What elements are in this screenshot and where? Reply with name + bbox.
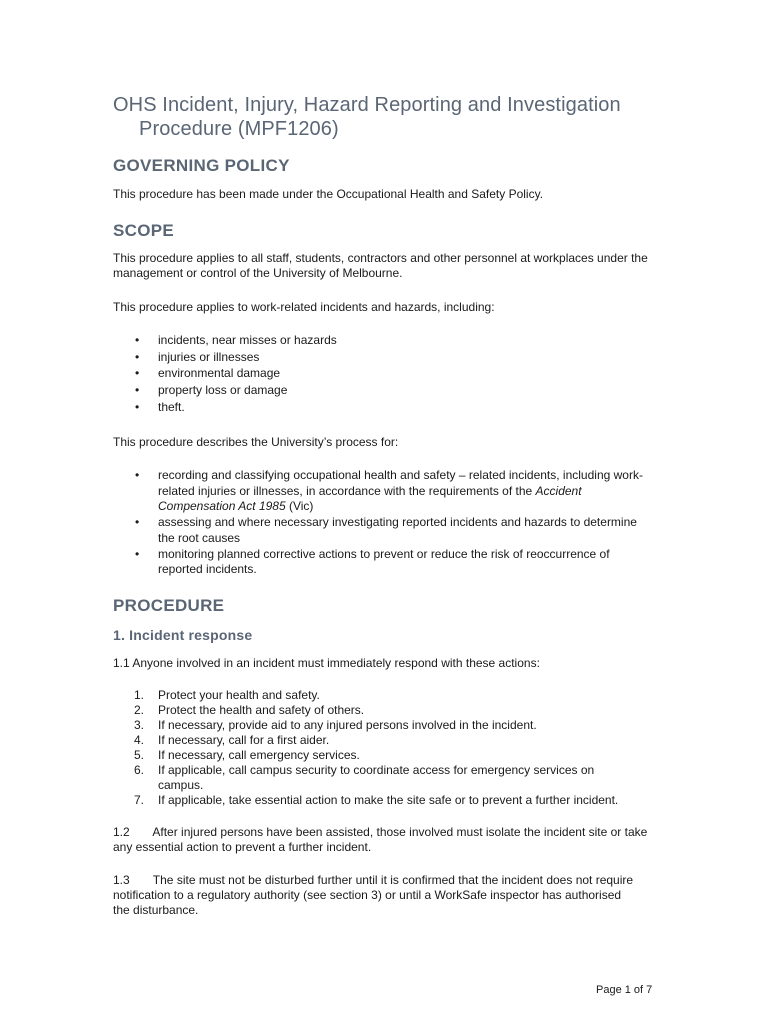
- step-number: 1.: [134, 688, 145, 702]
- incident-response-heading: 1. Incident response: [113, 627, 253, 643]
- scope-paragraph-3: This procedure describes the University’s process for:: [113, 435, 399, 449]
- list-item: [113, 468, 643, 515]
- document-title: [113, 93, 693, 141]
- step-number: 3.: [134, 718, 145, 732]
- step-text: If necessary, call for a first aider.: [158, 733, 330, 747]
- list-item-text: recording and classifying occupational health and safety – related incidents, including work-related injuries or illnesses, in accordance with the requirements of the: [158, 468, 643, 498]
- list-item: • property loss or damage: [113, 382, 643, 399]
- scope-list-1: [113, 332, 643, 416]
- clause-1-3: 1.3 The site must not be disturbed further until it is confirmed that the incident does not require notification to a regulatory authority (see section 3) or until a WorkSafe inspector has authorised the disturbance.: [113, 873, 637, 917]
- step-text: If applicable, call campus security to coordinate access for emergency services on campus.: [158, 763, 595, 792]
- list-item: • monitoring planned corrective actions to prevent or reduce the risk of reoccurrence of reported incidents.: [113, 547, 643, 578]
- list-item: [113, 793, 653, 808]
- list-item: [113, 703, 653, 718]
- step-number: 5.: [134, 748, 145, 762]
- list-item: • theft.: [113, 399, 643, 416]
- step-text: If necessary, call emergency services.: [158, 748, 360, 762]
- page-number: Page 1 of 7: [596, 984, 653, 996]
- list-item-text-tail: (Vic): [285, 499, 314, 514]
- response-steps-list: [113, 688, 653, 808]
- step-number: 6.: [134, 763, 145, 777]
- title-line-1: OHS Incident, Injury, Hazard Reporting and Investigation: [113, 94, 621, 116]
- list-item: • injuries or illnesses: [113, 349, 643, 366]
- step-text: If applicable, take essential action to make the site safe or to prevent a further incident.: [158, 793, 619, 807]
- scope-paragraph-2: This procedure applies to work-related incidents and hazards, including:: [113, 300, 495, 314]
- list-item: [113, 733, 653, 748]
- scope-heading: SCOPE: [113, 221, 175, 240]
- list-item: • incidents, near misses or hazards: [113, 332, 643, 349]
- list-item: [113, 763, 653, 793]
- governing-policy-heading: GOVERNING POLICY: [113, 156, 290, 175]
- clause-1-1: 1.1 Anyone involved in an incident must immediately respond with these actions:: [113, 656, 540, 670]
- scope-paragraph-1: This procedure applies to all staff, students, contractors and other personnel at workplaces under the management or control of the University of Melbourne.: [113, 251, 648, 280]
- title-line-2: Procedure (MPF1206): [139, 118, 339, 140]
- governing-policy-text: This procedure has been made under the Occupational Health and Safety Policy.: [113, 187, 544, 201]
- step-number: 4.: [134, 733, 145, 747]
- procedure-heading: PROCEDURE: [113, 596, 225, 615]
- clause-1-2: 1.2 After injured persons have been assisted, those involved must isolate the incident site or take any essential action to prevent a further incident.: [113, 825, 651, 854]
- act-name: Accident Compensation Act 1985: [158, 483, 582, 514]
- step-text: Protect the health and safety of others.: [158, 703, 365, 717]
- step-text: Protect your health and safety.: [158, 688, 320, 702]
- list-item: [113, 688, 653, 703]
- list-item: [113, 718, 653, 733]
- step-text: If necessary, provide aid to any injured persons involved in the incident.: [158, 718, 537, 732]
- scope-list-2: [113, 468, 643, 578]
- list-item: • environmental damage: [113, 365, 643, 382]
- list-item: [113, 748, 653, 763]
- list-item: • assessing and where necessary investigating reported incidents and hazards to determine the root causes: [113, 515, 643, 546]
- step-number: 7.: [134, 793, 145, 807]
- step-number: 2.: [134, 703, 145, 717]
